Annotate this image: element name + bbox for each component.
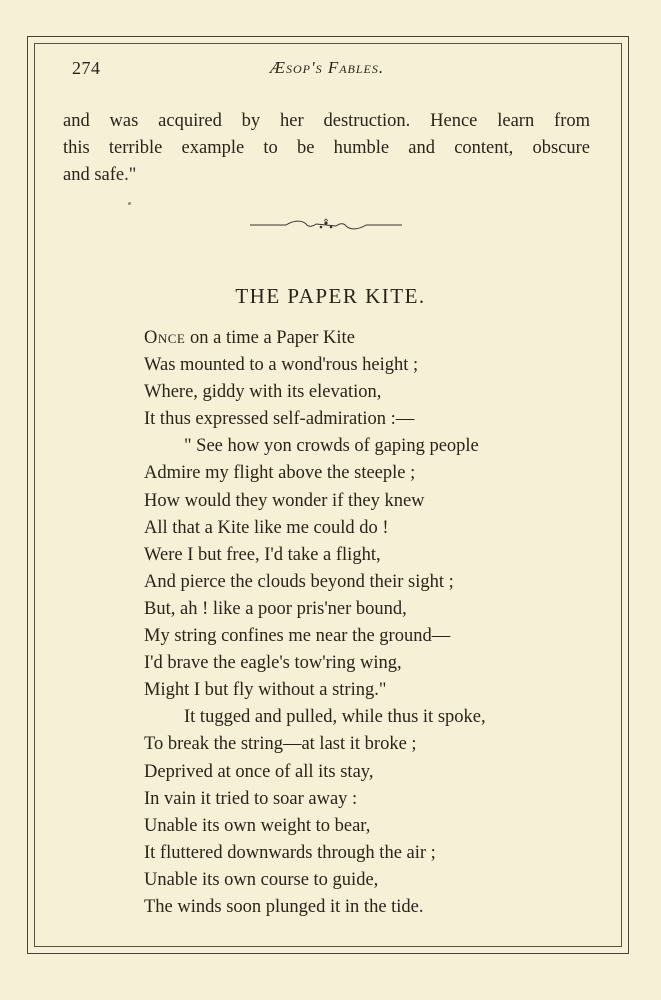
ink-fleck: [128, 202, 131, 205]
poem-line: It thus expressed self-admiration :—: [144, 409, 415, 430]
poem-line: All that a Kite like me could do !: [144, 517, 389, 538]
poem-first-line-rest: on a time a Paper Kite: [185, 328, 355, 348]
poem-line: It tugged and pulled, while thus it spoke,: [184, 707, 486, 728]
poem-line: And pierce the clouds beyond their sight ;: [144, 571, 454, 592]
prose-line: and safe.": [63, 165, 137, 185]
poem-line: The winds soon plunged it in the tide.: [144, 896, 424, 917]
poem-line: Deprived at once of all its stay,: [144, 761, 374, 782]
prose-line: this terrible example to be humble and content, obscure: [63, 138, 590, 158]
poem-line: Admire my flight above the steeple ;: [144, 463, 416, 484]
poem-line: Unable its own course to guide,: [144, 869, 379, 890]
poem-line: " See how yon crowds of gaping people: [184, 436, 479, 457]
poem-line: In vain it tried to soar away :: [144, 788, 358, 809]
poem-line: Was mounted to a wond'rous height ;: [144, 355, 419, 376]
poem-line: But, ah ! like a poor pris'ner bound,: [144, 598, 407, 619]
prose-paragraph: [63, 108, 590, 189]
running-head: Æsop's Fables.: [269, 58, 385, 77]
poem-line: [144, 325, 584, 352]
poem-first-word: Once: [144, 328, 186, 348]
poem-title: THE PAPER KITE.: [235, 284, 426, 308]
poem-line: Unable its own weight to bear,: [144, 815, 371, 836]
poem-line: Were I but free, I'd take a flight,: [144, 544, 381, 565]
prose-line: and was acquired by her destruction. Hence learn from: [63, 111, 590, 131]
poem-line: Where, giddy with its elevation,: [144, 382, 382, 403]
page-header: [60, 58, 594, 84]
poem-line: I'd brave the eagle's tow'ring wing,: [144, 653, 402, 674]
page-number: 274: [72, 58, 101, 78]
poem-line: My string confines me near the ground—: [144, 626, 451, 647]
poem-line: How would they wonder if they knew: [144, 490, 425, 511]
poem-line: To break the string—at last it broke ;: [144, 734, 417, 755]
poem-line: Might I but fly without a string.": [144, 680, 387, 701]
ornament-divider: [250, 218, 402, 232]
poem-line: It fluttered downwards through the air ;: [144, 842, 436, 863]
corner-mark: [622, 36, 628, 42]
poem-body: [144, 325, 584, 921]
